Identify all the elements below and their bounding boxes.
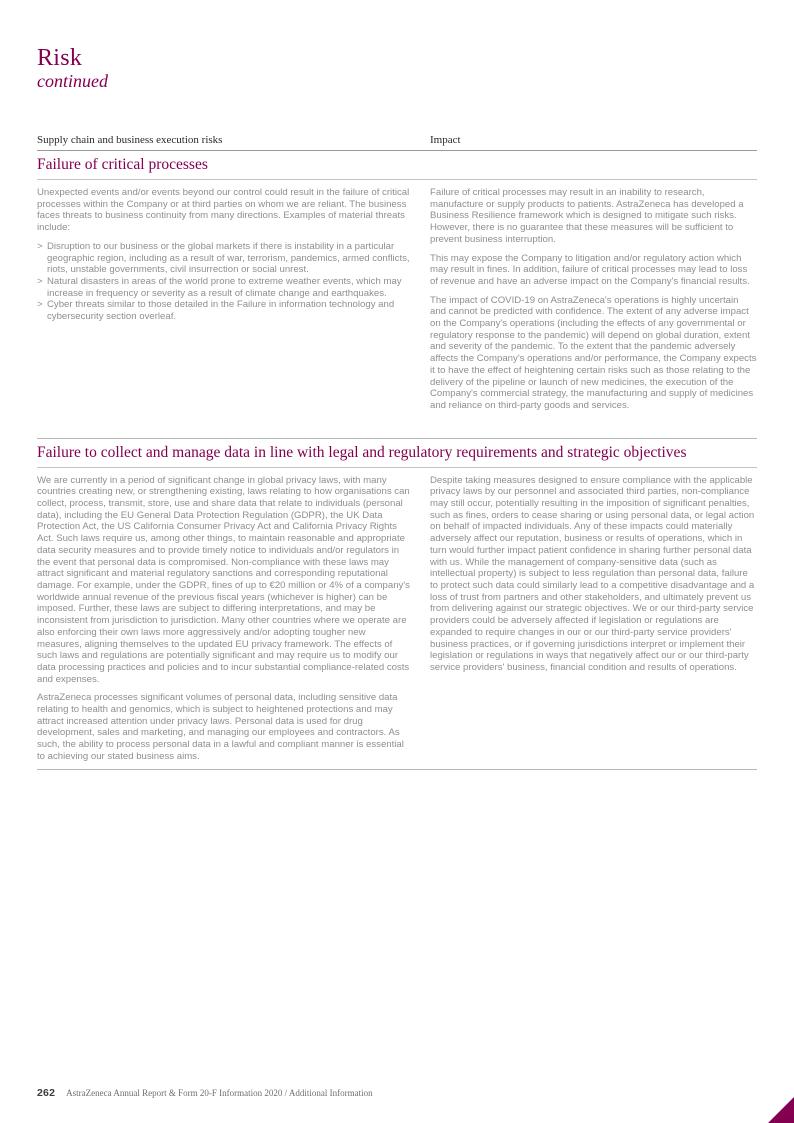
impact-paragraph: Failure of critical processes may result in an inability to research, manufacture or supply products to patients. AstraZeneca has developed a Business Resilience framework which is designed to mitigate such risks. However, there is no guarantee that these measures will be sufficient to prevent business interruption.	[430, 187, 744, 245]
footer-text: AstraZeneca Annual Report & Form 20-F Information 2020 / Additional Information	[66, 1088, 373, 1098]
impact-paragraph: This may expose the Company to litigation and/or regulatory action which may result in fines. In addition, failure of critical processes may lead to loss of revenue and have an adverse impact on the Company's financial results.	[430, 252, 750, 287]
impact-column	[430, 475, 757, 763]
bullet-marker: >	[37, 240, 43, 252]
page-number: 262	[37, 1087, 56, 1099]
page-subtitle: continued	[37, 71, 108, 91]
section-data-management	[37, 438, 757, 770]
risk-paragraph: AstraZeneca processes significant volumes of personal data, including sensitive data relating to health and genomics, which is subject to heightened protections and may attract increased attention under privacy laws. Personal data is used for drug development, sales and marketing, and managing our employees and contractors. As such, the ability to process personal data in a lawful and compliant manner is essential to achieving our stated business aims.	[37, 692, 404, 762]
bullet-marker: >	[37, 299, 43, 311]
masthead	[37, 0, 757, 92]
risk-table	[37, 134, 757, 770]
risk-column	[37, 187, 410, 412]
list-item	[37, 241, 410, 276]
risk-bullet-list	[37, 241, 410, 323]
bullet-text: Disruption to our business or the global markets if there is instability in a particular geographic region, including as a result of war, terrorism, pandemics, armed conflicts, riots, unstable governments, civil insurrection or social unrest.	[47, 240, 410, 276]
page-footer	[37, 1087, 373, 1099]
corner-triangle-decoration	[768, 1097, 794, 1123]
section-body	[37, 180, 757, 426]
bullet-text: Natural disasters in areas of the world prone to extreme weather events, which may increase in frequency or severity as a result of climate change and earthquakes.	[47, 275, 402, 299]
risk-paragraph: We are currently in a period of significant change in global privacy laws, with many countries creating new, or strengthening existing, laws relating to how organisations can collect, process, transmit, store, use and share data that relate to individuals (personal data), including the EU General Data Protection Regulation (GDPR), the UK Data Protection Act, the US California Consumer Privacy Act and California Privacy Rights Act. Such laws require us, among other things, to maintain reasonable and appropriate data security measures and to provide timely notice to individuals and/or regulators in the event that personal data is compromised. Non-compliance with these laws may attract significant and material regulatory sanctions and corresponding reputational damage. For example, under the GDPR, fines of up to €20 million or 4% of a company's worldwide annual revenue of the previous fiscal years (whichever is higher) can be imposed. Further, these laws are subject to differing interpretations, and may be inconsistent from jurisdiction to jurisdiction. Many other countries where we operate are also enforcing their own laws more aggressively and/or adopting tougher new measures, aligning themselves to the updated EU privacy framework. The effects of such laws and regulations are potentially significant and may require us to modify our data processing practices and policies and to incur substantial compliance-related costs and expenses.	[37, 474, 410, 685]
risk-intro-paragraph: Unexpected events and/or events beyond our control could result in the failure of critical processes within the Company or at third parties on whom we are reliant. The business faces threats to business continuity from many directions. Examples of material threats include:	[37, 187, 410, 234]
impact-paragraph: The impact of COVID-19 on AstraZeneca's operations is highly uncertain and cannot be predicted with confidence. The extent of any adverse impact on the Company's operations (including the effects of any governmental or regulatory response to the pandemic) will depend on global duration, extent and severity of the pandemic. To the extent that the pandemic adversely affects the Company's operations and/or performance, the Company expects it to have the effect of heightening certain risks such as those relating to the delivery of the pipeline or launch of new medicines, the execution of the Company's commercial strategy, the manufacturing and supply of medicines and reliance on third-party goods and services.	[430, 294, 757, 411]
column-header-risks: Supply chain and business execution risks	[37, 134, 223, 146]
bullet-marker: >	[37, 275, 43, 287]
list-item	[37, 276, 410, 299]
column-header-impact: Impact	[430, 134, 461, 146]
section-heading: Failure of critical processes	[37, 151, 757, 180]
section-critical-processes	[37, 151, 757, 426]
bullet-text: Cyber threats similar to those detailed in the Failure in information technology and cybersecurity section overleaf.	[47, 299, 395, 323]
list-item	[37, 299, 410, 322]
section-heading: Failure to collect and manage data in line with legal and regulatory requirements and strategic objectives	[37, 439, 757, 468]
page-title: Risk	[37, 45, 83, 71]
impact-paragraph: Despite taking measures designed to ensure compliance with the applicable privacy laws by our personnel and associated third parties, non-compliance may still occur, potentially resulting in the imposition of significant penalties, such as fines, orders to cease sharing or using personal data, or legal action on behalf of impacted individuals. Any of these impacts could materially adversely affect our reputation, business or results of operations, which in turn would further impact patient confidence in sharing further personal data with us. While the management of company-sensitive data (such as intellectual property) is subject to less regulation than personal data, failure to protect such data could similarly lead to a competitive disadvantage and a loss of trust from partners and other stakeholders, and ultimately prevent us from delivering against our strategic objectives. We or our third-party service providers could be adversely affected if legislation or regulations are expanded to require changes in our or our third-party service providers' business practices, or if governing jurisdictions interpret or implement their legislation or regulations in ways that negatively affect our or our third-party service providers' business, financial condition and results of operations.	[430, 474, 755, 673]
risk-column	[37, 475, 410, 763]
table-header-row	[37, 134, 757, 151]
section-body	[37, 468, 757, 769]
section-bottom-divider	[37, 769, 757, 770]
impact-column	[430, 187, 757, 412]
